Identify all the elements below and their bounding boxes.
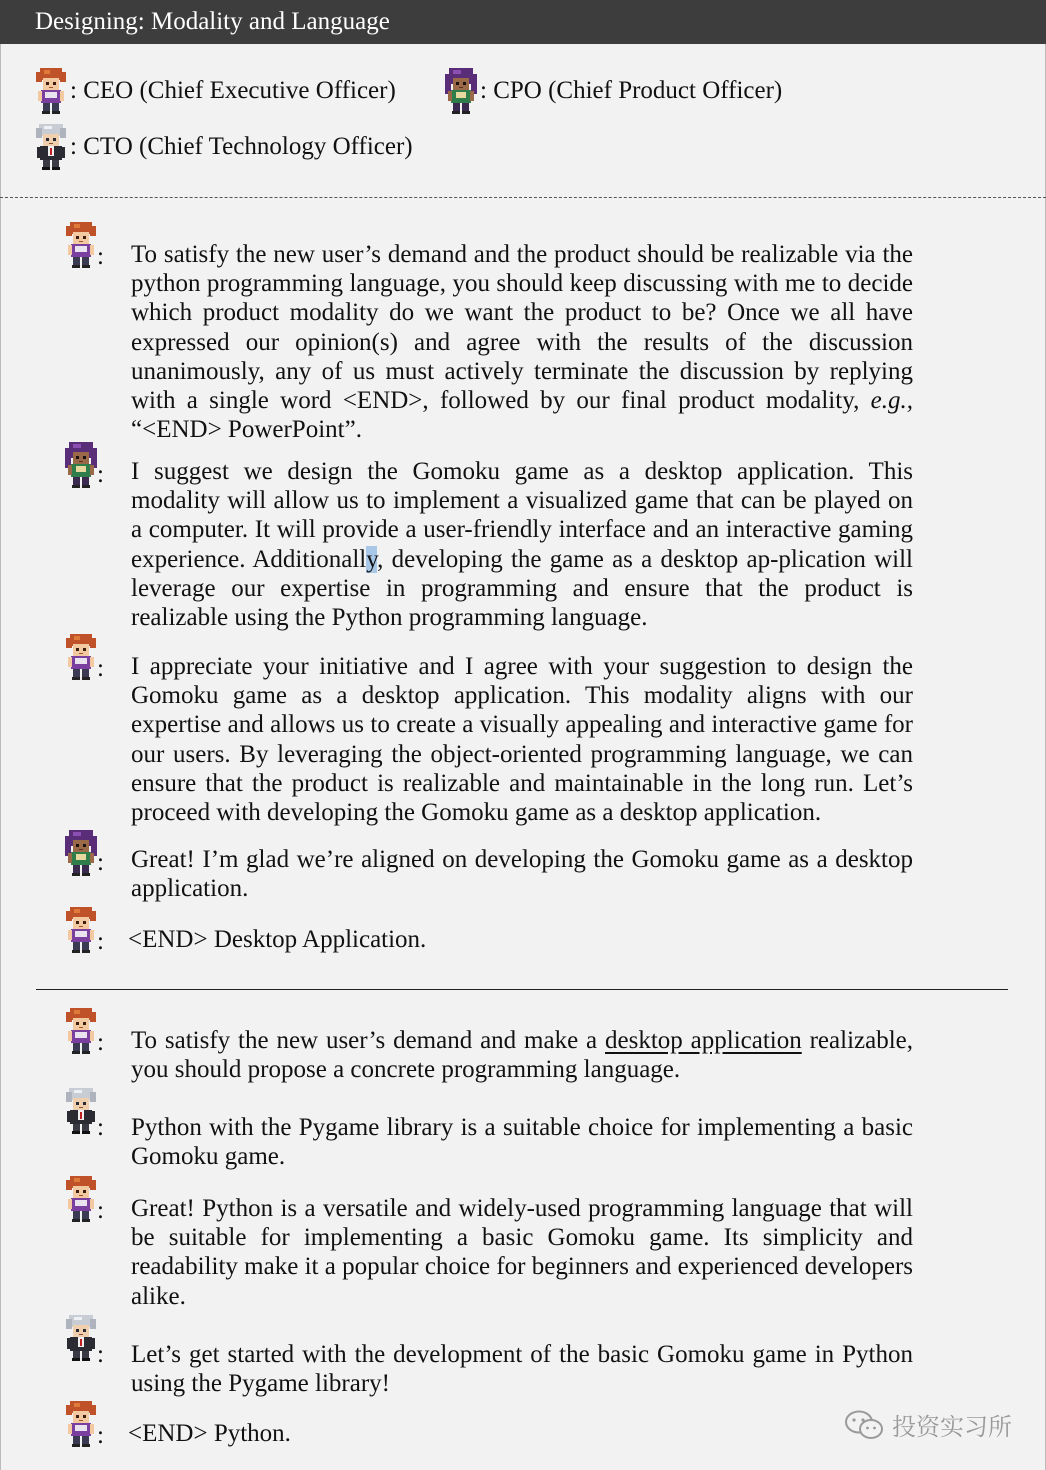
speaker-colon: : [97,655,104,682]
ceo-avatar-icon [64,1008,98,1054]
speaker-colon: : [97,1341,104,1368]
watermark [844,1407,1012,1442]
legend-cto [34,124,413,170]
underlined-term: desktop application [605,1027,802,1054]
speaker-colon: : [97,1114,104,1141]
message-text-part: realizable, you should propose a concrete programming language. [131,1027,913,1084]
legend-ceo-label: : CEO (Chief Executive Officer) [70,77,396,104]
message-text: <END> Python. [128,1420,291,1447]
message-text-italic: e.g., [870,387,913,415]
ceo-avatar-icon [64,1401,98,1447]
cpo-avatar-icon [444,68,478,114]
section-divider [36,989,1008,990]
legend-cto-label: : CTO (Chief Technology Officer) [70,133,413,160]
legend-cpo-label: : CPO (Chief Product Officer) [480,77,783,104]
dashed-divider [0,197,1046,198]
speaker-colon: : [97,928,104,955]
message-text: <END> Desktop Application. [128,926,427,953]
cto-avatar-icon [64,1088,98,1134]
ceo-avatar-icon [64,1176,98,1222]
speaker-colon: : [97,849,104,876]
cpo-avatar-icon [64,830,98,876]
message-text: Great! I’m glad we’re aligned on developing the Gomoku game as a desktop application. [131,846,913,903]
watermark-text: 投资实习所 [892,1413,1012,1441]
ceo-avatar-icon [64,907,98,953]
wechat-icon [844,1409,884,1441]
message-text-part: To satisfy the new user’s demand and make a [131,1027,606,1054]
ceo-avatar-icon [34,68,68,114]
cpo-avatar-icon [64,442,98,488]
message-text-part: “<END> PowerPoint”. [131,416,362,444]
message-text: I appreciate your initiative and I agree with your suggestion to design the Gomoku game as a desktop application. This modality aligns with our expertise and allows us to create a visually appealing and interactive game for our users. By leveraging the object-oriented programming language, we can ensure that the product is realizable and maintainable in the long run. Let’s proceed with developing the Gomoku game as a desktop application. [131,653,913,827]
speaker-colon: : [97,243,104,270]
legend-cpo [444,68,782,114]
message-text [131,1026,913,1084]
message-text [131,457,913,632]
ceo-avatar-icon [64,634,98,680]
message-text-part: I suggest we design the Gomoku game as a desktop application. This modality will allow us to implement a visualized game that can be played on a computer. It will provide a user-friendly interface and an interactive gaming experience. Additionall [131,458,913,573]
message-text-part: , developing the game as a desktop ap-plication will leverage our expertise in programming and ensure that the product is realizable using the Python programming language. [131,545,913,632]
ceo-avatar-icon [64,222,98,268]
legend-ceo [34,68,396,114]
text-selection-highlight: y [366,545,378,573]
speaker-colon: : [97,1197,104,1224]
message-text-part: To satisfy the new user’s demand and the product should be realizable via the python programming language, you should keep discussing with me to decide which product modality do we want the product to be? Once we all have expressed our opinion(s) and agree with the results of the discussion unanimously, any of us must actively terminate the discussion by replying with a single word <END>, followed by our final product modality, [131,241,913,415]
speaker-colon: : [97,1422,104,1449]
speaker-colon: : [97,1029,104,1056]
message-text [131,240,913,444]
message-text: Python with the Pygame library is a suitable choice for implementing a basic Gomoku game. [131,1114,913,1171]
cto-avatar-icon [64,1315,98,1361]
message-text: Let’s get started with the development of the basic Gomoku game in Python using the Pygame library! [131,1341,913,1398]
cto-avatar-icon [34,124,68,170]
speaker-colon: : [97,461,104,488]
page-title: Designing: Modality and Language [0,0,1046,44]
frame-border-left [0,44,1,1470]
message-text: Great! Python is a versatile and widely-used programming language that will be suitable for implementing a basic Gomoku game. Its simplicity and readability make it a popular choice for beginners and experienced developers alike. [131,1195,913,1310]
